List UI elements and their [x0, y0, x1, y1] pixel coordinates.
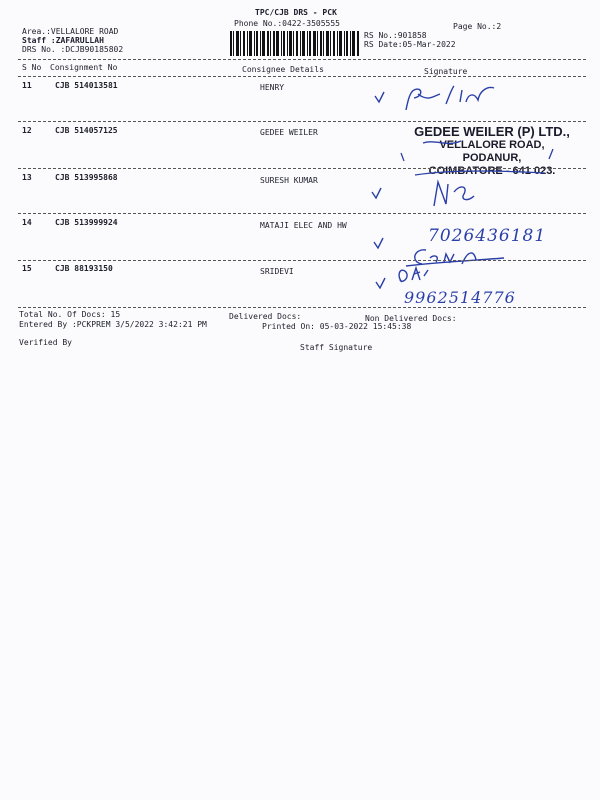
column-header-consignment: Consignment No — [50, 63, 118, 72]
row-consignee: MATAJI ELEC AND HW — [260, 221, 347, 230]
divider — [18, 168, 586, 169]
row-serial: 14 — [22, 218, 32, 227]
page-number: Page No.:2 — [453, 22, 502, 31]
staff-signature: Staff Signature — [300, 343, 373, 352]
entered-by: Entered By :PCKPREM 3/5/2022 3:42:21 PM — [19, 320, 207, 329]
non-delivered-docs: Non Delivered Docs: — [365, 314, 457, 323]
staff-label: Staff :ZAFARULLAH — [22, 36, 104, 45]
printed-on: Printed On: 05-03-2022 15:45:38 — [262, 322, 412, 331]
stamp-line: PODANUR, — [462, 152, 522, 164]
divider — [18, 260, 586, 261]
verified-by: Verified By — [19, 338, 72, 347]
rs-date: RS Date:05-Mar-2022 — [364, 40, 456, 49]
divider — [18, 213, 586, 214]
row-consignment: CJB 514013581 — [55, 81, 118, 90]
row-serial: 12 — [22, 126, 32, 135]
signature-mark — [370, 82, 510, 120]
stamp-line: GEDEE WEILER (P) LTD., — [414, 124, 570, 139]
row-consignment: CJB 513999924 — [55, 218, 118, 227]
phone-number: Phone No.:0422-3505555 — [234, 19, 340, 28]
barcode — [230, 31, 360, 56]
row-consignee: SURESH KUMAR — [260, 176, 318, 185]
handwritten-phone: 9962514776 — [404, 288, 516, 307]
row-serial: 13 — [22, 173, 32, 182]
row-serial: 11 — [22, 81, 32, 90]
drs-number: DRS No. :DCJB90185802 — [22, 45, 124, 54]
column-header-signature: Signature — [424, 67, 468, 76]
handwritten-phone: 7026436181 — [428, 226, 547, 246]
signature-mark — [368, 176, 488, 212]
row-consignee: HENRY — [260, 83, 285, 92]
column-header-sno: S No — [22, 63, 42, 72]
row-consignment: CJB 88193150 — [55, 264, 113, 273]
row-consignment: CJB 514057125 — [55, 126, 118, 135]
total-docs: Total No. Of Docs: 15 — [19, 310, 121, 319]
row-consignment: CJB 513995868 — [55, 173, 118, 182]
rs-number: RS No.:901858 — [364, 31, 427, 40]
row-consignee: GEDEE WEILER — [260, 128, 318, 137]
stamp-line: COIMBATORE - 641 023. — [428, 165, 556, 177]
row-consignee: SRIDEVI — [260, 267, 294, 276]
divider — [18, 59, 586, 60]
area-label: Area.:VELLALORE ROAD — [22, 27, 119, 36]
document-title: TPC/CJB DRS - PCK — [255, 8, 337, 17]
row-serial: 15 — [22, 264, 32, 273]
divider — [18, 307, 586, 308]
column-header-consignee: Consignee Details — [242, 65, 324, 74]
divider — [18, 121, 586, 122]
delivered-docs: Delivered Docs: — [229, 312, 302, 321]
stamp-line: VELLALORE ROAD, — [439, 139, 545, 151]
divider — [18, 76, 586, 77]
